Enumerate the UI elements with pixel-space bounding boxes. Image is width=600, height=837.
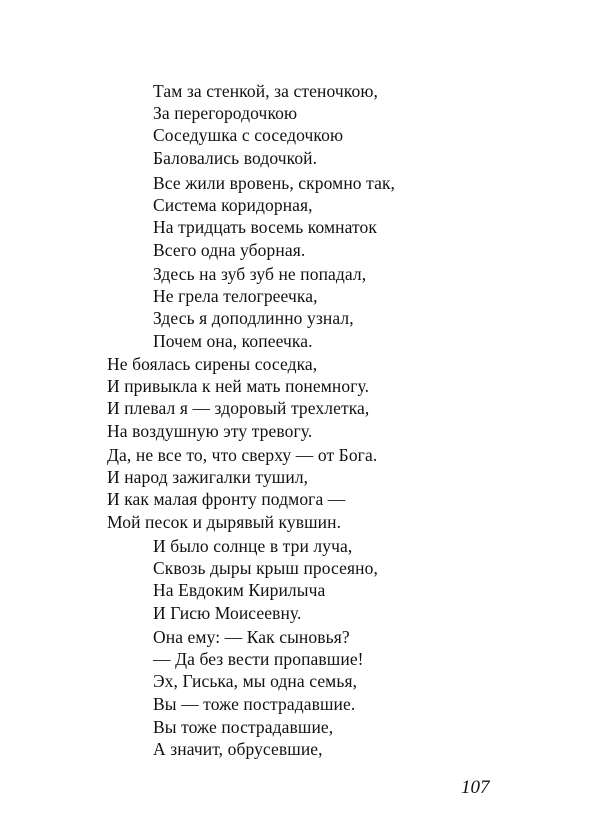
stanza-3 xyxy=(153,263,366,352)
poem-line: Здесь на зуб зуб не попадал, xyxy=(153,264,367,284)
stanza-5 xyxy=(107,444,377,533)
poem-line: И плевал я — здоровый трехлетка, xyxy=(107,398,370,419)
poem-line: Она ему: — Как сыновья? xyxy=(153,627,350,647)
poem-line: Да, не все то, что сверху — от Бога. xyxy=(107,445,378,465)
poem-line: Там за стенкой, за стеночкою, xyxy=(153,81,378,101)
poem-line: Система коридорная, xyxy=(153,195,313,216)
poem-line: — Да без вести пропавшие! xyxy=(153,649,364,670)
poem-line: Всего одна уборная. xyxy=(153,239,306,260)
poem-line: И народ зажигалки тушил, xyxy=(107,467,309,488)
poem-line: Вы — тоже пострадавшие. xyxy=(153,693,356,714)
stanza-1 xyxy=(153,80,378,169)
poem-line: И было солнце в три луча, xyxy=(153,536,353,556)
poem-line: И Гисю Моисеевну. xyxy=(153,602,302,623)
poem-line: И как малая фронту подмога — xyxy=(107,489,346,510)
stanza-4 xyxy=(107,353,369,442)
page-number: 107 xyxy=(461,777,490,798)
poem-line: Сквозь дыры крыш просеяно, xyxy=(153,558,378,579)
poem-line: За перегородочкою xyxy=(153,103,298,124)
poem-line: Все жили вровень, скромно так, xyxy=(153,173,396,193)
poem-line: Мой песок и дырявый кувшин. xyxy=(107,511,342,532)
poem-line: На воздушную эту тревогу. xyxy=(107,420,313,441)
poem-line: Здесь я доподлинно узнал, xyxy=(153,308,354,329)
poem-line: Почем она, копеечка. xyxy=(153,330,313,351)
stanza-6 xyxy=(153,535,378,624)
stanza-8 xyxy=(153,716,333,760)
poem-line: Эх, Гиська, мы одна семья, xyxy=(153,671,358,692)
poem-line: И привыкла к ней мать понемногу. xyxy=(107,376,370,397)
stanza-7 xyxy=(153,626,364,715)
stanza-2 xyxy=(153,172,395,261)
poem-line: Соседушка с соседочкою xyxy=(153,125,344,146)
poem-line: На Евдоким Кирилыча xyxy=(153,580,326,601)
poem-line: На тридцать восемь комнаток xyxy=(153,217,378,238)
poem-line: Баловались водочкой. xyxy=(153,147,318,168)
poem-line: Не боялась сирены соседка, xyxy=(107,354,318,374)
poem-line: Вы тоже пострадавшие, xyxy=(153,717,334,737)
poem-line: А значит, обрусевшие, xyxy=(153,739,323,760)
poem-line: Не грела телогреечка, xyxy=(153,286,318,307)
